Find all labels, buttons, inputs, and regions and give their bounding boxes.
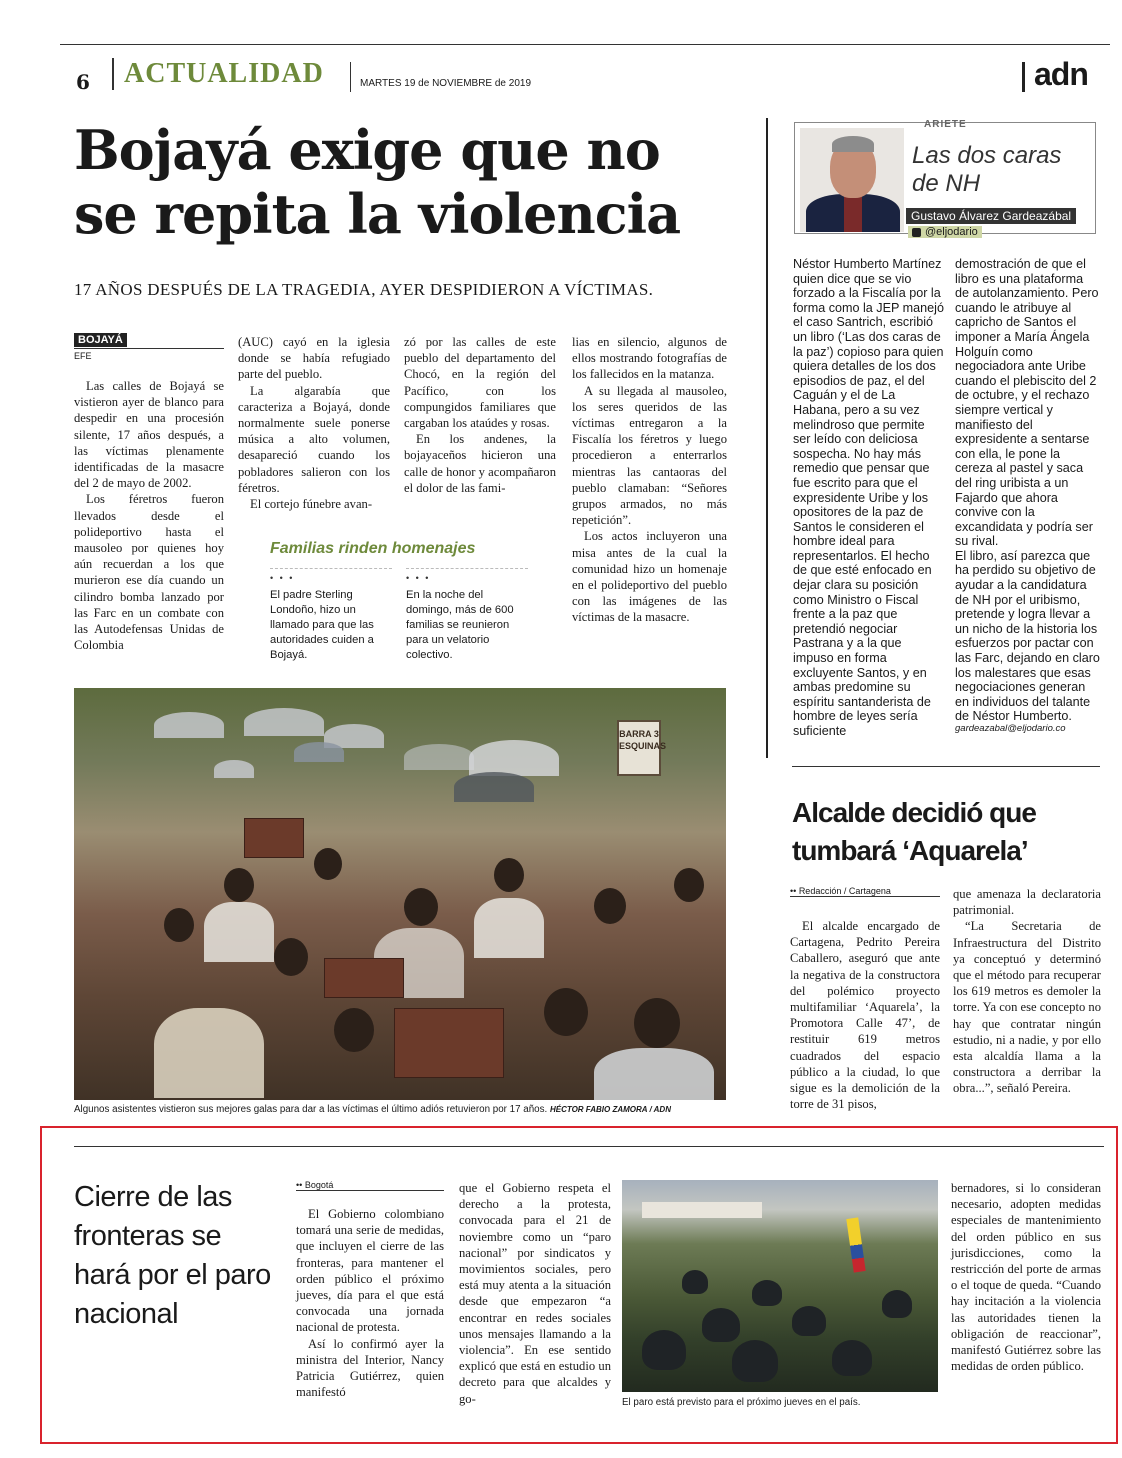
column-label: ARIETE xyxy=(924,119,967,130)
section-divider xyxy=(350,62,351,92)
headline-line-1: Bojayá exige que no xyxy=(74,118,660,182)
paragraph: bernadores, si lo consideran necesario, adopten medidas especiales de mantenimiento del orden público en sus jurisdicciones, como la restricción del porte de armas o el toque de queda. “Cuando hay incitación a la violencia las autoridades tienen la obligación de reaccionar”, manifestó Gutiérrez sobre las medidas de orden público. xyxy=(951,1181,1101,1374)
location-tag: BOJAYÁ xyxy=(74,333,127,347)
photo-caption xyxy=(74,1104,726,1115)
story-rule xyxy=(792,766,1100,767)
photo-credit: HÉCTOR FABIO ZAMORA / ADN xyxy=(549,1105,671,1114)
paragraph: que amenaza la declaratoria patrimonial. xyxy=(953,887,1101,918)
main-column-3 xyxy=(404,334,556,496)
handle-text: @eljodario xyxy=(925,226,978,238)
opinion-column-2 xyxy=(955,257,1100,724)
issue-date: MARTES 19 de NOVIEMBRE de 2019 xyxy=(360,78,532,89)
protest-caption: El paro está previsto para el próximo jueves en el país. xyxy=(622,1397,861,1408)
source-text: Bogotá xyxy=(304,1180,334,1190)
columnist-portrait xyxy=(800,128,904,232)
sidebar-box-item xyxy=(270,568,392,663)
main-subhead: 17 AÑOS DESPUÉS DE LA TRAGEDIA, AYER DESPIDIERON A VÍCTIMAS. xyxy=(74,280,654,299)
paragraph: El libro, así parezca que ha perdido su objetivo de ayudar a la candidatura de NH por el uribismo, pretende y logra llevar a un nicho de la historia los esfuerzos por pactar con las Farc, dejando en claro los malestares que esas negociaciones generan en individuos del talante de Néstor Humberto. xyxy=(955,548,1100,724)
twitter-handle xyxy=(908,226,982,238)
cierre-column-1 xyxy=(296,1206,444,1400)
paragraph: zó por las calles de este pueblo del departamento del Chocó, en la región del Pacífico, con los compungidos familiares que cargaban los ataúdes y rosas. xyxy=(404,335,556,431)
headline-line-2: se repita la violencia xyxy=(74,182,681,246)
sidebar-box-title: Familias rinden homenajes xyxy=(270,540,476,557)
paragraph: Así lo confirmó ayer la ministra del Interior, Nancy Patricia Gutiérrez, quien manifestó xyxy=(296,1336,444,1400)
paragraph: Las calles de Bojayá se vistieron ayer de blanco para despedir en una procesión silente, 17 años después, a las víctimas plenamente identificadas de la masacre del 2 de mayo de 2002. xyxy=(74,379,224,491)
source-text: Redacción / Cartagena xyxy=(798,886,891,896)
bullet-dots: •• xyxy=(296,1180,305,1190)
paragraph: Los féretros fueron llevados desde el polideportivo hasta el mausoleo por quienes hoy aún recuerdan a los que murieron ese día cuando un cilindro bomba lanzado por las Farc en un combate con las Autodefensas Unidas de Colombia xyxy=(74,492,224,653)
alcalde-column-2 xyxy=(953,886,1101,1097)
paragraph: demostración de que el libro es una plataforma de autolanzamiento. Pero cuando le atribuye al capricho de Santos el imponer a María Ángela Holguín como negociadora ante Uribe cuando el plebiscito del 2 de octubre, y el rechazo siempre vertical y manifiesto del expresidente a sentarse con ella, le pone la cereza al pastel y saca del ring uribista a un Fajardo que ahora convive con la excandidata y podría ser su rival. xyxy=(955,257,1099,549)
caption-text: Algunos asistentes vistieron sus mejores galas para dar a las víctimas el último adiós retuvieron por 17 años. xyxy=(74,1104,548,1115)
main-column-1 xyxy=(74,378,224,653)
adn-logo: adn xyxy=(1034,56,1088,92)
columnist-name: Gustavo Álvarez Gardeazábal xyxy=(906,208,1076,224)
paragraph: A su llegada al mausoleo, los seres queridos de las víctimas entregaron a la Fiscalía los féretros y luego procedieron a enterrarlos mientras las cantaoras del pueblo clamaban: “Señores grupos armados, no más repetición”. xyxy=(572,383,727,528)
alcalde-column-1 xyxy=(790,918,940,1112)
alcalde-headline: Alcalde decidió que tumbará ‘Aquarela’ xyxy=(792,797,1036,866)
paragraph: En los andenes, la bojayaceños hicieron una calle de honor y acompañaron el dolor de las fami- xyxy=(404,432,556,495)
section-title: ACTUALIDAD xyxy=(112,58,324,90)
paragraph: La algarabía que caracteriza a Bojayá, donde normalmente suele ponerse música a alto volumen, desapareció cuando los pobladores salieron con los féretros. xyxy=(238,383,390,495)
page-number: 6 xyxy=(76,70,90,94)
main-column-2 xyxy=(238,334,390,512)
paragraph: El cortejo fúnebre avan- xyxy=(250,497,373,512)
opinion-column-1: Néstor Humberto Martínez quien dice que se vio forzado a la Fiscalía por la forma como la JEP manejó el caso Santrich, escribió un libro (‘Las dos caras de la paz’) copioso para quien quiera detalles de los dos episodios de paz, el del Caguán y el de La Habana, pero a su vez melindroso que permite ser leído con deliciosa sospecha. No hay más remedio que pensar que fue escrito para que el expresidente Uribe y los opositores de la paz de Santos le consideren el hombre ideal para representarlos. El hecho de que esté enfocado en dejar clara su posición como Ministro o Fiscal frente a la paz que pretendió negociar Pastrana y a la que impuso en forma excluyente Santos, y en ambas predomine su espíritu santanderista de hombre de leyes sería suficiente xyxy=(793,257,944,738)
paragraph: El Gobierno colombiano tomará una serie de medidas, que incluyen el cierre de las fronteras, para mantener el orden público el próximo jueves, día para el que está convocada una jornada nacional de protesta. xyxy=(296,1207,444,1335)
cierre-column-2 xyxy=(459,1180,611,1407)
paragraph: (AUC) cayó en la iglesia donde se había refugiado parte del pueblo. xyxy=(238,335,390,382)
source-label: EFE xyxy=(74,348,224,361)
sidebar-box-text: En la noche del domingo, más de 600 familias se reunieron para un velatorio colectivo. xyxy=(406,589,514,661)
protest-photo xyxy=(622,1180,938,1392)
twitter-icon xyxy=(912,228,921,237)
bullet-dots: • • • xyxy=(270,568,392,586)
story-rule xyxy=(74,1146,1104,1147)
paragraph: El alcalde encargado de Cartagena, Pedrito Pereira Caballero, aseguró que ante la negativa de la constructora del polémico proyecto multifamiliar ‘Aquarela’, la Promotora Calle 47’, de restituir 619 metros cuadrados del espacio público a la ciudad, lo que sigue es la demolición de la torre de 31 pisos, xyxy=(790,919,940,1112)
top-rule xyxy=(60,44,1110,45)
main-column-4 xyxy=(572,334,727,626)
paragraph: “La Secretaria de Infraestructura del Distrito ya conceptuó y determinó que el método para recuperar los 619 metros es demoler la torre. Ya con ese concepto no hay que contratar ningún estudio, ni a nadie, y por ello esta alcaldía llama a la constructora a derribar la obra...”, señaló Pereira. xyxy=(953,919,1101,1096)
logo-bar xyxy=(1022,62,1025,92)
paragraph: Los actos incluyeron una misa antes de la cual la comunidad hizo un homenaje en el polideportivo del pueblo con las imágenes de las víctimas de la masacre. xyxy=(572,529,727,625)
opinion-title: Las dos caras de NH xyxy=(912,142,1062,197)
sidebar-box-item xyxy=(406,568,528,663)
bogota-source xyxy=(296,1180,444,1191)
bar-sign: BARRA 3 ESQUINAS xyxy=(617,720,661,776)
paragraph: lias en silencio, algunos de ellos mostrando fotografías de los fallecidos en la matanza. xyxy=(572,335,727,382)
columnist-email: gardeazabal@eljodario.co xyxy=(955,723,1066,734)
sidebar-box-text: El padre Sterling Londoño, hizo un llamado para que las autoridades cuiden a Bojayá. xyxy=(270,589,374,661)
procession-photo xyxy=(74,688,726,1100)
paragraph: que el Gobierno respeta el derecho a la protesta, convocada para el 21 de noviembre como un “paro nacional” por sindicatos y movimientos sociales, pero está muy atenta a la situación desde que empezaron “a encontrar en redes sociales unos mensajes llamando a la violencia”. En ese sentido explicó que está en estudio un decreto para que alcaldes y go- xyxy=(459,1181,611,1406)
column-divider xyxy=(766,118,768,758)
cierre-headline: Cierre de las fronteras se hará por el paro nacional xyxy=(74,1181,271,1330)
bullet-dots: •• xyxy=(790,886,799,896)
cierre-column-3 xyxy=(951,1180,1101,1374)
main-headline xyxy=(74,118,754,246)
alcalde-source xyxy=(790,886,940,897)
bullet-dots: • • • xyxy=(406,568,528,586)
